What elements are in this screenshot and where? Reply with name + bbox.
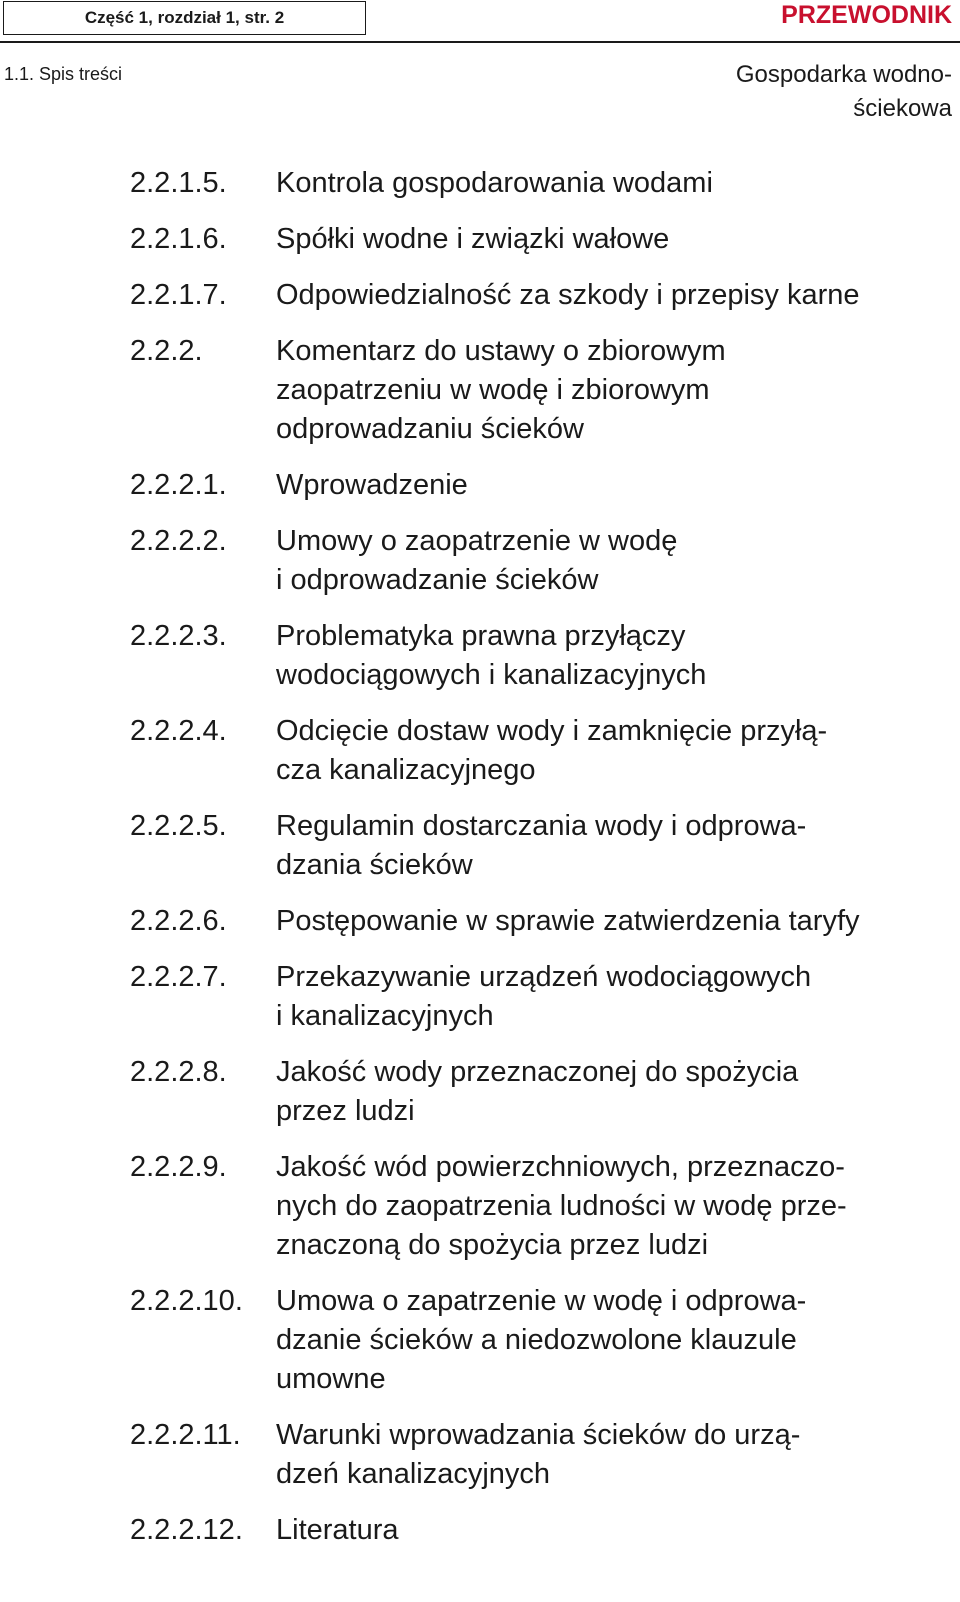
toc-entry-number: 2.2.1.7. — [130, 279, 227, 311]
toc-entry-title: Wprowadzenie — [276, 469, 468, 501]
toc-entry-title: Komentarz do ustawy o zbiorowym zaopatrzeniu w wodę i zbiorowym odprowadzaniu ścieków — [276, 335, 726, 445]
toc-entry-number: 2.2.2.9. — [130, 1151, 227, 1183]
toc-entry-number: 2.2.2.10. — [130, 1285, 243, 1317]
toc-entry-number: 2.2.2.4. — [130, 715, 227, 747]
toc-entry-number: 2.2.2. — [130, 335, 203, 367]
toc-entry[interactable] — [130, 712, 930, 790]
toc-entry-number: 2.2.2.3. — [130, 620, 227, 652]
toc-entry[interactable] — [130, 958, 930, 1036]
toc-entry-title: Problematyka prawna przyłączy wodociągowych i kanalizacyjnych — [276, 620, 707, 691]
header-divider — [0, 41, 960, 43]
toc-entry[interactable] — [130, 466, 930, 505]
toc-entry[interactable] — [130, 1511, 930, 1550]
toc-entry[interactable] — [130, 522, 930, 600]
toc-entry[interactable] — [130, 617, 930, 695]
toc-entry[interactable] — [130, 807, 930, 885]
subsection-title: 1.1. Spis treści — [4, 64, 123, 84]
toc-entry-title: Jakość wody przeznaczonej do spożycia przez ludzi — [276, 1056, 799, 1127]
toc-entry-number: 2.2.1.5. — [130, 167, 227, 199]
toc-entry[interactable] — [130, 1282, 930, 1399]
toc-entry-title: Postępowanie w sprawie zatwierdzenia taryfy — [276, 905, 860, 937]
toc-entry-title: Kontrola gospodarowania wodami — [276, 167, 713, 199]
toc-entry[interactable] — [130, 220, 930, 259]
section-reference: Część 1, rozdział 1, str. 2 — [3, 1, 366, 35]
toc-entry-title: Regulamin dostarczania wody i odprowa- dzania ścieków — [276, 810, 807, 881]
toc-entry[interactable] — [130, 1053, 930, 1131]
toc-entry-title: Spółki wodne i związki wałowe — [276, 223, 670, 255]
toc-entry-title: Umowy o zaopatrzenie w wodę i odprowadzanie ścieków — [276, 525, 678, 596]
toc-entry-number: 2.2.2.6. — [130, 905, 227, 937]
toc-entry[interactable] — [130, 332, 930, 449]
toc-entry[interactable] — [130, 276, 930, 315]
toc-entry-title: Literatura — [276, 1514, 399, 1546]
toc-entry-title: Jakość wód powierzchniowych, przeznaczo- nych do zaopatrzenia ludności w wodę prze- znaczoną do spożycia przez ludzi — [276, 1151, 847, 1261]
toc-entry-number: 2.2.2.7. — [130, 961, 227, 993]
toc-entry-number: 2.2.2.5. — [130, 810, 227, 842]
toc-entry-number: 2.2.1.6. — [130, 223, 227, 255]
guide-label: PRZEWODNIK — [781, 1, 952, 29]
toc-entry-title: Odpowiedzialność za szkody i przepisy karne — [276, 279, 860, 311]
toc-entry[interactable] — [130, 1148, 930, 1265]
toc-entry-title: Odcięcie dostaw wody i zamknięcie przyłą- cza kanalizacyjnego — [276, 715, 828, 786]
toc-entry-title: Przekazywanie urządzeń wodociągowych i kanalizacyjnych — [276, 961, 812, 1032]
toc-entry-number: 2.2.2.11. — [130, 1419, 241, 1451]
topic-title: Gospodarka wodno-ściekowa — [735, 61, 952, 122]
toc-entry[interactable] — [130, 1416, 930, 1494]
toc-entry-number: 2.2.2.1. — [130, 469, 227, 501]
toc-entry-number: 2.2.2.12. — [130, 1514, 243, 1546]
table-of-contents — [130, 164, 930, 1567]
toc-entry-title: Warunki wprowadzania ścieków do urzą- dzeń kanalizacyjnych — [276, 1419, 801, 1490]
toc-entry-number: 2.2.2.2. — [130, 525, 227, 557]
toc-entry-number: 2.2.2.8. — [130, 1056, 227, 1088]
toc-entry[interactable] — [130, 902, 930, 941]
toc-entry-title: Umowa o zapatrzenie w wodę i odprowa- dzanie ścieków a niedozwolone klauzule umowne — [276, 1285, 807, 1395]
toc-entry[interactable] — [130, 164, 930, 203]
page-header — [0, 0, 960, 46]
